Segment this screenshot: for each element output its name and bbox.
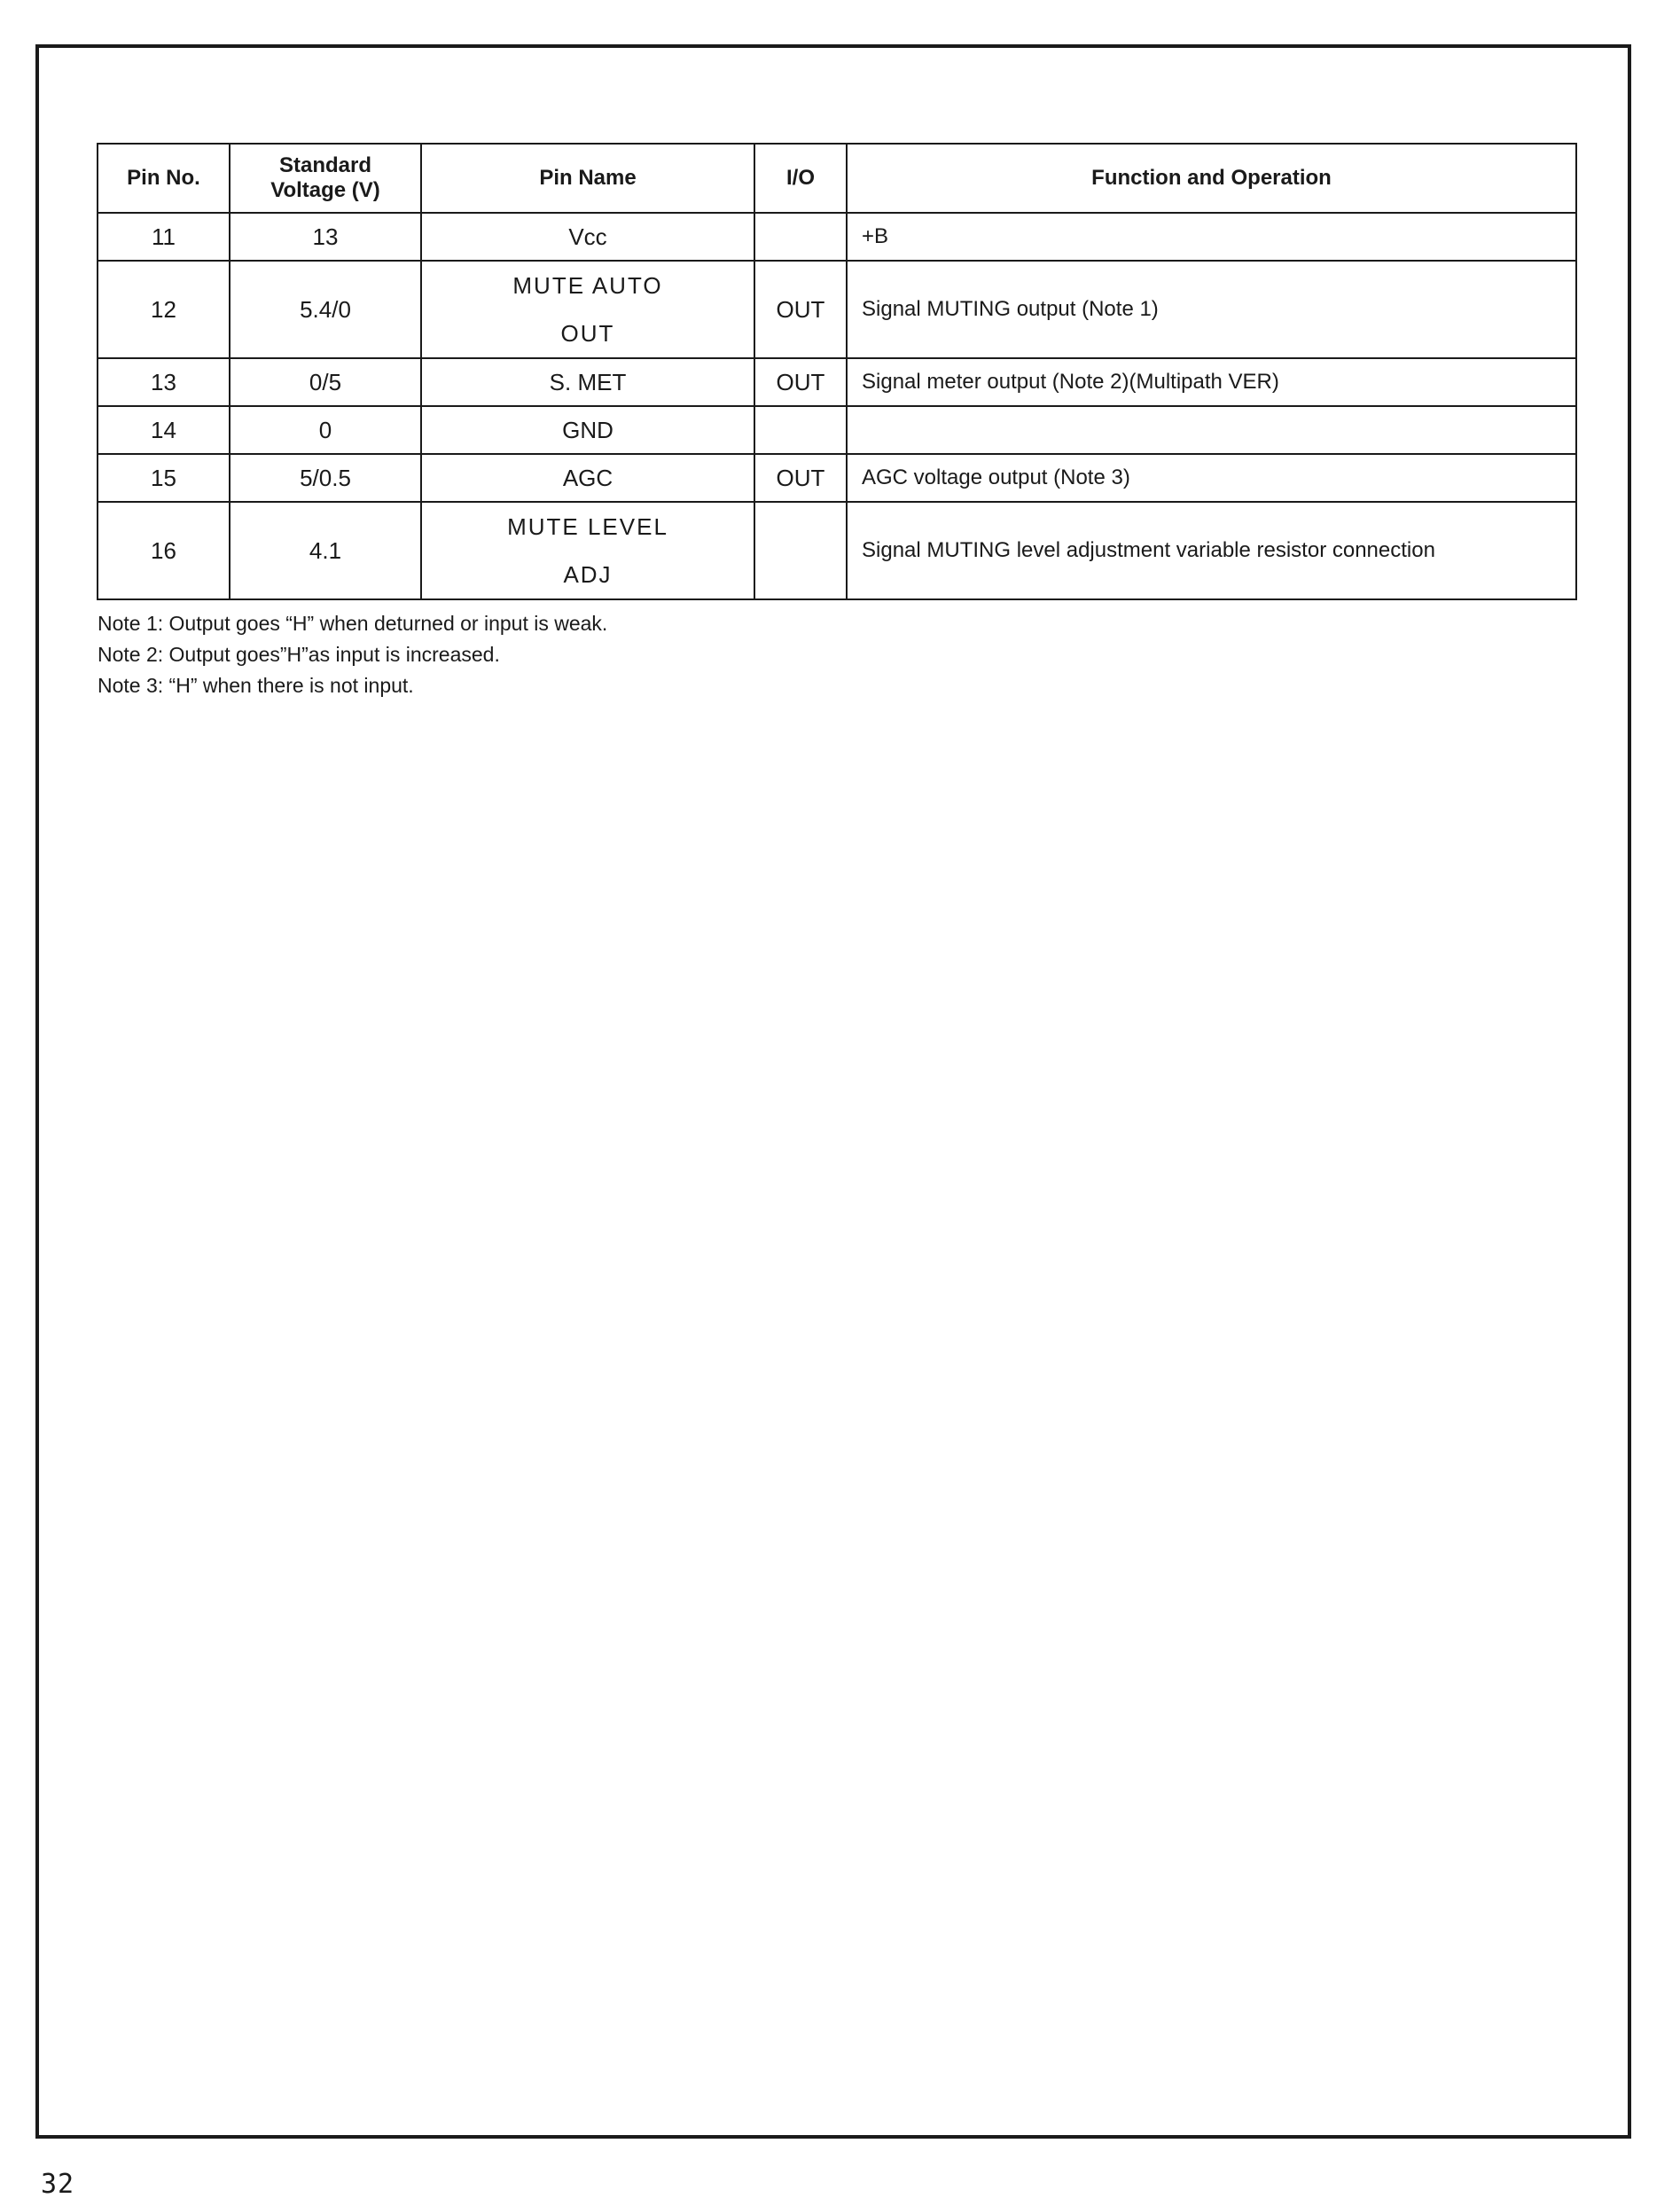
header-function: Function and Operation [847, 144, 1576, 213]
pin-name-line2: OUT [560, 320, 615, 347]
table-row [98, 406, 1576, 454]
cell-pin: 11 [98, 213, 230, 261]
table-row [98, 502, 1576, 599]
cell-function: AGC voltage output (Note 3) [847, 454, 1576, 502]
table-header-row [98, 144, 1576, 213]
cell-io: OUT [754, 261, 847, 358]
cell-io: OUT [754, 454, 847, 502]
cell-voltage: 4.1 [230, 502, 421, 599]
pin-name-line1: MUTE LEVEL [507, 513, 668, 540]
cell-voltage: 0/5 [230, 358, 421, 406]
pin-name-line2: ADJ [563, 561, 613, 588]
table-row [98, 261, 1576, 358]
cell-io: OUT [754, 358, 847, 406]
cell-voltage: 5/0.5 [230, 454, 421, 502]
cell-pin: 12 [98, 261, 230, 358]
header-standard-voltage-line1: Standard [278, 153, 371, 177]
cell-pin: 16 [98, 502, 230, 599]
header-standard-voltage [230, 144, 421, 213]
table-row [98, 358, 1576, 406]
cell-io [754, 502, 847, 599]
table-row [98, 454, 1576, 502]
header-pin-no: Pin No. [98, 144, 230, 213]
header-standard-voltage-line2: Voltage (V) [270, 178, 380, 202]
pin-name-line1: MUTE AUTO [512, 272, 663, 299]
cell-function: Signal MUTING output (Note 1) [847, 261, 1576, 358]
cell-voltage: 13 [230, 213, 421, 261]
table-row [98, 213, 1576, 261]
cell-pin-name [421, 261, 754, 358]
note-1: Note 1: Output goes “H” when deturned or input is weak. [98, 612, 608, 635]
pin-table [97, 143, 1577, 600]
note-3: Note 3: “H” when there is not input. [98, 674, 414, 697]
cell-function: Signal MUTING level adjustment variable resistor connection [847, 502, 1576, 599]
header-io: I/O [754, 144, 847, 213]
cell-pin: 13 [98, 358, 230, 406]
cell-pin-name [421, 502, 754, 599]
cell-io [754, 406, 847, 454]
cell-io [754, 213, 847, 261]
page-number: 32 [41, 2169, 75, 2200]
cell-pin-name: S. MET [421, 358, 754, 406]
notes [98, 608, 607, 701]
cell-pin-name: GND [421, 406, 754, 454]
note-2: Note 2: Output goes”H”as input is increased. [98, 643, 500, 666]
header-pin-name: Pin Name [421, 144, 754, 213]
cell-pin-name: AGC [421, 454, 754, 502]
cell-function [847, 406, 1576, 454]
cell-function: Signal meter output (Note 2)(Multipath VER) [847, 358, 1576, 406]
cell-voltage: 5.4/0 [230, 261, 421, 358]
cell-voltage: 0 [230, 406, 421, 454]
cell-pin-name: Vcc [421, 213, 754, 261]
cell-pin: 15 [98, 454, 230, 502]
cell-function: +B [847, 213, 1576, 261]
cell-pin: 14 [98, 406, 230, 454]
